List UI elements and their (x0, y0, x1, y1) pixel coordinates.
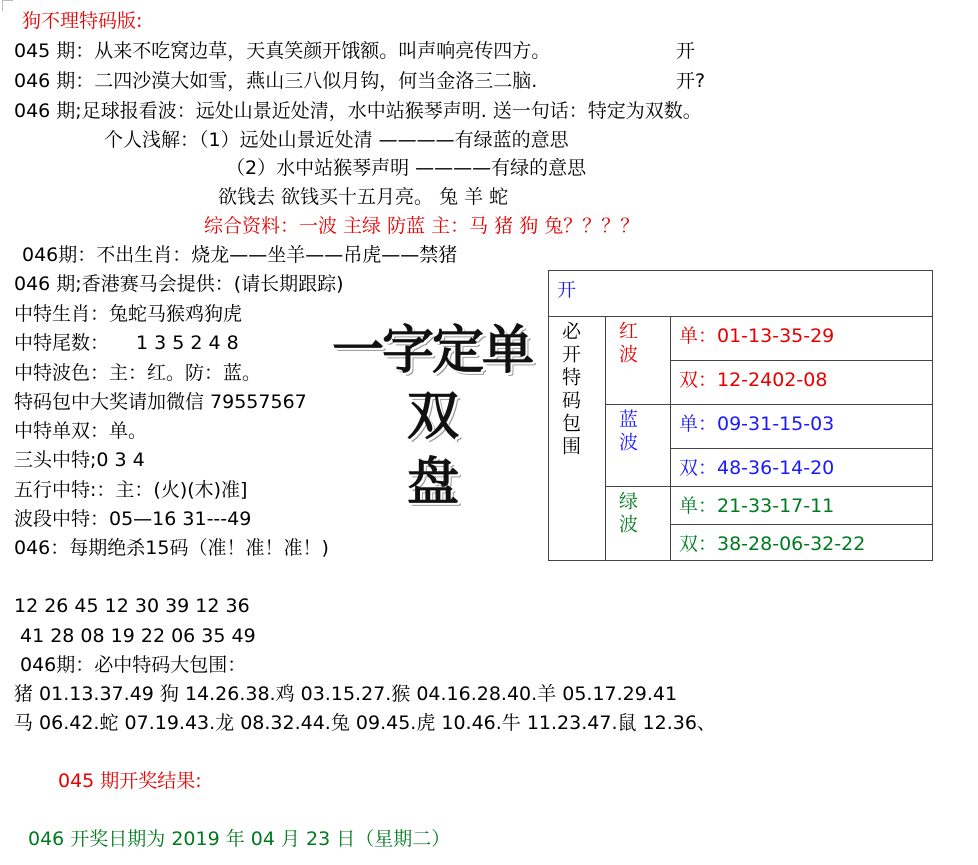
date-046: 046 开奖日期为 2019 年 04 月 23 日（星期二） (28, 828, 451, 850)
result-045: 045 期开奖结果: (58, 770, 202, 792)
santou: 三头中特;0 3 4 (14, 449, 145, 471)
jueshai: 046：每期绝杀15码（准！准！准！) (14, 537, 329, 559)
box-blue-label: 蓝波 (616, 409, 638, 455)
line-046c: 046期：不出生肖：烧龙——坐羊——吊虎——禁猪 (22, 244, 458, 266)
tema-bao: 特码包中大奖请加微信 79557567 (14, 391, 307, 413)
box-blue-single: 单：09-31-15-03 (671, 405, 933, 449)
line-045-result: 开 (676, 40, 696, 62)
zhongte-shengxiao: 中特生肖：兔蛇马猴鸡狗虎 (14, 303, 243, 325)
big-title-line1: 一字定单双 (331, 320, 532, 447)
zhongte-weishu-label: 中特尾数： (14, 332, 110, 354)
box-red-single: 单：01-13-35-29 (671, 317, 933, 361)
corner-mark (2, 0, 13, 11)
box-red-label: 红波 (616, 321, 638, 367)
box-green-label: 绿波 (616, 491, 638, 537)
line-045: 045 期：从来不吃窝边草，天真笑颜开饿额。叫声响亮传四方。 (14, 40, 551, 62)
wuxing: 五行中特:：主：(火)(木)准] (14, 479, 248, 501)
summary-line: 综合资料：一波 主绿 防蓝 主：马 猪 狗 兔？？？？ (204, 215, 640, 237)
box-green-double: 双：38-28-06-32-22 (671, 525, 933, 561)
note-3: 欲钱去 欲钱买十五月亮。 兔 羊 蛇 (218, 186, 509, 208)
zodiac-row2: 马 06.42.蛇 07.19.43.龙 08.32.44.兔 09.45.虎 10.46.牛 11.23.47.鼠 12.36、 (14, 712, 716, 734)
line-046a: 046 期：二四沙漠大如雪，燕山三八似月钩，何当金洛三二脑. (14, 70, 538, 92)
kill-numbers-row1: 12 26 45 12 30 39 12 36 (14, 595, 250, 617)
zodiac-row1: 猪 01.13.37.49 狗 14.26.38.鸡 03.15.27.猴 04.16.28.40.羊 05.17.29.41 (14, 683, 678, 705)
bizhong-title: 046期：必中特码大包围： (20, 654, 247, 676)
line-046d: 046 期;香港赛马会提供：(请长期跟踪) (14, 273, 344, 295)
page-title: 狗不理特码版: (22, 10, 143, 32)
zhongte-bose: 中特波色：主：红。防：蓝。 (14, 362, 262, 384)
zhongte-danshuang: 中特单双：单。 (14, 420, 148, 442)
zhongte-weishu-value: 1 3 5 2 4 8 (136, 332, 239, 354)
box-blue-double: 双：48-36-14-20 (671, 449, 933, 487)
line-046a-result: 开? (676, 70, 706, 92)
tema-box (548, 270, 933, 561)
box-red-double: 双：12-2402-08 (671, 361, 933, 405)
boduan: 波段中特：05—16 31---49 (14, 508, 252, 530)
box-side-label: 必开特码包围 (559, 321, 581, 459)
big-title-line2: 盘 (406, 452, 457, 513)
note-2: （2）水中站猴琴声明 ————有绿的意思 (226, 157, 587, 179)
box-green-single: 单：21-33-17-11 (671, 487, 933, 525)
note-1: 个人浅解：（1）远处山景近处清 ————有绿蓝的意思 (104, 129, 569, 151)
box-header: 开 (549, 271, 933, 317)
line-046b: 046 期;足球报看波：远处山景近处清，水中站猴琴声明. 送一句话：特定为双数。 (14, 100, 702, 122)
kill-numbers-row2: 41 28 08 19 22 06 35 49 (20, 625, 256, 647)
big-title (312, 318, 552, 516)
